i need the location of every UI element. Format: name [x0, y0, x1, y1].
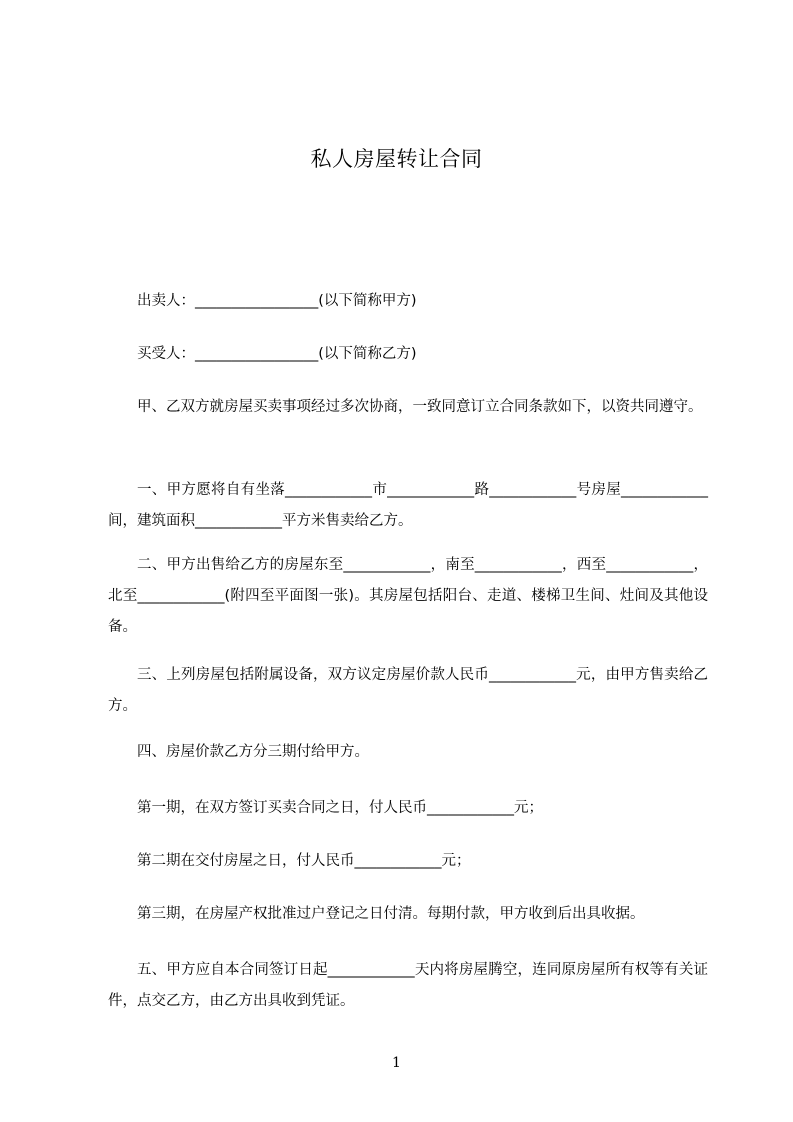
preamble-paragraph: 甲、乙双方就房屋买卖事项经过多次协商，一致同意订立合同条款如下，以资共同遵守。: [137, 399, 703, 415]
page-number: 1: [392, 1055, 401, 1071]
clause-2-paragraph: 二、甲方出售给乙方的房屋东至____________，南至____________，西至____________，北至____________(附四至平面图一张)。其房屋包括阳台、走道、楼梯卫生间、灶间及其他设备。: [108, 557, 708, 635]
buyer-line: 买受人：_________________(以下简称乙方): [137, 346, 417, 362]
clause-3-paragraph: 三、上列房屋包括附属设备，双方议定房屋价款人民币____________元，由甲方售卖给乙方。: [108, 667, 708, 714]
payment-phase-3: 第三期，在房屋产权批准过户登记之日付清。每期付款，甲方收到后出具收据。: [137, 906, 645, 922]
clause-5-paragraph: 五、甲方应自本合同签订日起____________天内将房屋腾空，连同原房屋所有权等有关证件，点交乙方，由乙方出具收到凭证。: [108, 962, 708, 1009]
seller-line: 出卖人：_________________(以下简称甲方): [137, 293, 417, 309]
payment-phase-1: 第一期，在双方签订买卖合同之日，付人民币____________元；: [137, 800, 543, 816]
clause-1-paragraph: 一、甲方愿将自有坐落____________市____________路____________号房屋____________间，建筑面积____________平方米售卖给乙方。: [108, 482, 708, 529]
document-title: 私人房屋转让合同: [310, 147, 483, 171]
payment-phase-2: 第二期在交付房屋之日，付人民币____________元；: [137, 853, 471, 869]
clause-4-paragraph: 四、房屋价款乙方分三期付给甲方。: [137, 744, 369, 760]
